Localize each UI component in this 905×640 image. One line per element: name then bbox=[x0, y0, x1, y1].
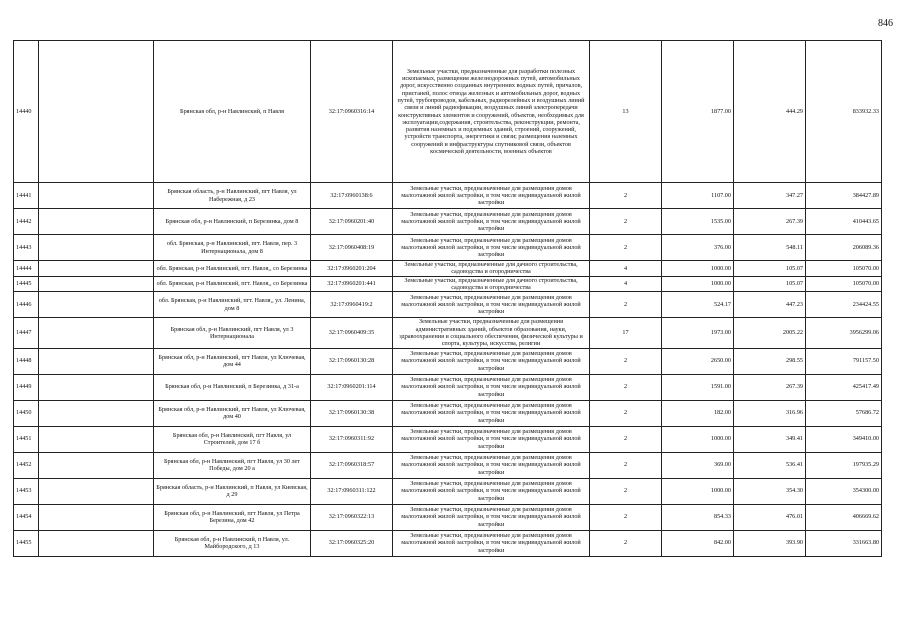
table-row bbox=[14, 276, 882, 292]
area-cell: 376.00 bbox=[662, 235, 734, 261]
address-cell: Брянская обл, р-н Навлинский, п Навля, ул. Майбородского, д 13 bbox=[154, 530, 311, 556]
specific-value-cell: 298.55 bbox=[734, 348, 806, 374]
address-cell: Брянская обл, р-н Навлинский, пгт Навля, ул Строителей, дом 17 б bbox=[154, 426, 311, 452]
address-cell: Брянская обл, р-н Навлинский, п Березинка, д 31-а bbox=[154, 374, 311, 400]
land-use-cell: Земельные участки, предназначенные для размещения административных зданий, объектов образования, науки, здравоохранения и социального обеспечения, физической культуры и спорта, культуры, искусства, религии bbox=[393, 318, 590, 348]
blank-cell bbox=[39, 276, 154, 292]
category-cell: 2 bbox=[590, 504, 662, 530]
blank-cell bbox=[39, 183, 154, 209]
cadastral-number-cell: 32:17:0960201:204 bbox=[311, 261, 393, 277]
category-cell: 2 bbox=[590, 452, 662, 478]
table-row bbox=[14, 318, 882, 348]
row-id: 14446 bbox=[14, 292, 39, 318]
table-row bbox=[14, 235, 882, 261]
table-row bbox=[14, 292, 882, 318]
cadastral-number-cell: 32:17:0960130:28 bbox=[311, 348, 393, 374]
cadastral-number-cell: 32:17:0960138:6 bbox=[311, 183, 393, 209]
row-id: 14443 bbox=[14, 235, 39, 261]
specific-value-cell: 444.29 bbox=[734, 41, 806, 183]
row-id: 14450 bbox=[14, 400, 39, 426]
cadastral-number-cell: 32:17:0960409:35 bbox=[311, 318, 393, 348]
category-cell: 13 bbox=[590, 41, 662, 183]
row-id: 14452 bbox=[14, 452, 39, 478]
cadastral-value-cell: 791157.50 bbox=[806, 348, 882, 374]
land-use-cell: Земельные участки, предназначенные для размещения домов малоэтажной жилой застройки, в том числе индивидуальной жилой застройки bbox=[393, 235, 590, 261]
land-use-cell: Земельные участки, предназначенные для разработки полезных ископаемых, размещения железнодорожных путей, автомобильных дорог, искусственно созданных внутренних водных путей, причалов, пристаней, полос отвода железных и автомобильных дорог, водных путей, трубопроводов, кабельных, радиорелейных и воздушных линий связи и линий радиофикации, воздушных линий электропередачи конструктивных элементов и сооружений, объектов, необходимых для эксплуатации,содержания, строительства, реконструкции, ремонта, развития наземных и подземных зданий, строений, сооружений, устройств транспорта, энергетики и связи; размещения наземных сооружений и инфраструктуры спутниковой связи, объектов космической деятельности, военных объектов bbox=[393, 41, 590, 183]
address-cell: Брянская область, р-н Навлинский, п Навля, ул Киевская, д 29 bbox=[154, 478, 311, 504]
address-cell: Брянская обл, р-н Навлинский, пгт Навля, ул Ключевая, дом 44 bbox=[154, 348, 311, 374]
table-row bbox=[14, 504, 882, 530]
row-id: 14448 bbox=[14, 348, 39, 374]
land-use-cell: Земельные участки, предназначенные для размещения домов малоэтажной жилой застройки, в том числе индивидуальной жилой застройки bbox=[393, 183, 590, 209]
blank-cell bbox=[39, 452, 154, 478]
blank-cell bbox=[39, 261, 154, 277]
land-use-cell: Земельные участки, предназначенные для размещения домов малоэтажной жилой застройки, в том числе индивидуальной жилой застройки bbox=[393, 374, 590, 400]
cadastral-value-cell: 833932.33 bbox=[806, 41, 882, 183]
area-cell: 1000.00 bbox=[662, 261, 734, 277]
cadastral-value-cell: 384427.89 bbox=[806, 183, 882, 209]
specific-value-cell: 267.39 bbox=[734, 374, 806, 400]
category-cell: 4 bbox=[590, 276, 662, 292]
row-id: 14444 bbox=[14, 261, 39, 277]
specific-value-cell: 105.07 bbox=[734, 261, 806, 277]
page-number: 846 bbox=[878, 18, 893, 29]
land-registry-table bbox=[13, 40, 882, 557]
land-use-cell: Земельные участки, предназначенные для размещения домов малоэтажной жилой застройки, в том числе индивидуальной жилой застройки bbox=[393, 426, 590, 452]
cadastral-value-cell: 349410.00 bbox=[806, 426, 882, 452]
category-cell: 2 bbox=[590, 400, 662, 426]
cadastral-number-cell: 32:17:0960325:20 bbox=[311, 530, 393, 556]
area-cell: 1000.00 bbox=[662, 276, 734, 292]
cadastral-value-cell: 331663.80 bbox=[806, 530, 882, 556]
category-cell: 2 bbox=[590, 183, 662, 209]
blank-cell bbox=[39, 209, 154, 235]
cadastral-value-cell: 410443.65 bbox=[806, 209, 882, 235]
land-use-cell: Земельные участки, предназначенные для размещения домов малоэтажной жилой застройки, в том числе индивидуальной жилой застройки bbox=[393, 348, 590, 374]
land-use-cell: Земельные участки, предназначенные для размещения домов малоэтажной жилой застройки, в том числе индивидуальной жилой застройки bbox=[393, 478, 590, 504]
cadastral-number-cell: 32:17:0960316:14 bbox=[311, 41, 393, 183]
cadastral-number-cell: 32:17:0960322:13 bbox=[311, 504, 393, 530]
row-id: 14451 bbox=[14, 426, 39, 452]
address-cell: Брянская обл, р-н Навлинский, п Навля bbox=[154, 41, 311, 183]
category-cell: 4 bbox=[590, 261, 662, 277]
row-id: 14440 bbox=[14, 41, 39, 183]
blank-cell bbox=[39, 348, 154, 374]
area-cell: 842.00 bbox=[662, 530, 734, 556]
table-row bbox=[14, 183, 882, 209]
row-id: 14445 bbox=[14, 276, 39, 292]
specific-value-cell: 347.27 bbox=[734, 183, 806, 209]
category-cell: 2 bbox=[590, 530, 662, 556]
category-cell: 2 bbox=[590, 235, 662, 261]
specific-value-cell: 354.30 bbox=[734, 478, 806, 504]
address-cell: обл. Брянская, р-н Навлинский, пгт. Навля,, со Березинка bbox=[154, 276, 311, 292]
area-cell: 369.00 bbox=[662, 452, 734, 478]
specific-value-cell: 349.41 bbox=[734, 426, 806, 452]
land-use-cell: Земельные участки, предназначенные для размещения домов малоэтажной жилой застройки, в том числе индивидуальной жилой застройки bbox=[393, 400, 590, 426]
category-cell: 2 bbox=[590, 209, 662, 235]
area-cell: 524.17 bbox=[662, 292, 734, 318]
cadastral-value-cell: 105070.00 bbox=[806, 276, 882, 292]
land-use-cell: Земельные участки, предназначенные для размещения домов малоэтажной жилой застройки, в том числе индивидуальной жилой застройки bbox=[393, 209, 590, 235]
category-cell: 2 bbox=[590, 348, 662, 374]
blank-cell bbox=[39, 400, 154, 426]
category-cell: 17 bbox=[590, 318, 662, 348]
area-cell: 1591.00 bbox=[662, 374, 734, 400]
specific-value-cell: 476.01 bbox=[734, 504, 806, 530]
blank-cell bbox=[39, 478, 154, 504]
blank-cell bbox=[39, 318, 154, 348]
table-row bbox=[14, 478, 882, 504]
table-row bbox=[14, 41, 882, 183]
table-row bbox=[14, 426, 882, 452]
row-id: 14442 bbox=[14, 209, 39, 235]
area-cell: 1107.00 bbox=[662, 183, 734, 209]
row-id: 14441 bbox=[14, 183, 39, 209]
row-id: 14453 bbox=[14, 478, 39, 504]
blank-cell bbox=[39, 41, 154, 183]
area-cell: 2650.00 bbox=[662, 348, 734, 374]
area-cell: 1000.00 bbox=[662, 478, 734, 504]
area-cell: 1973.00 bbox=[662, 318, 734, 348]
table-row bbox=[14, 374, 882, 400]
category-cell: 2 bbox=[590, 478, 662, 504]
address-cell: обл. Брянская, р-н Навлинский, пгт. Навля,, ул. Ленина, дом 8 bbox=[154, 292, 311, 318]
cadastral-number-cell: 32:17:0960201:441 bbox=[311, 276, 393, 292]
cadastral-value-cell: 197935.29 bbox=[806, 452, 882, 478]
row-id: 14449 bbox=[14, 374, 39, 400]
cadastral-value-cell: 57686.72 bbox=[806, 400, 882, 426]
address-cell: Брянская обл, р-н Навлинский, пгт Навля, ул Петра Березина, дом 42 bbox=[154, 504, 311, 530]
table-row bbox=[14, 261, 882, 277]
land-use-cell: Земельные участки, предназначенные для размещения домов малоэтажной жилой застройки, в том числе индивидуальной жилой застройки bbox=[393, 452, 590, 478]
table-row bbox=[14, 348, 882, 374]
address-cell: Брянская область, р-н Навлинский, пгт Навля, ул Набережная, д 23 bbox=[154, 183, 311, 209]
address-cell: Брянская обл, р-н Навлинский, пгт Навля, ул 3 Интернационала bbox=[154, 318, 311, 348]
specific-value-cell: 316.96 bbox=[734, 400, 806, 426]
table-row bbox=[14, 400, 882, 426]
cadastral-number-cell: 32:17:0960201:114 bbox=[311, 374, 393, 400]
area-cell: 1877.00 bbox=[662, 41, 734, 183]
blank-cell bbox=[39, 504, 154, 530]
blank-cell bbox=[39, 374, 154, 400]
cadastral-value-cell: 105070.00 bbox=[806, 261, 882, 277]
cadastral-value-cell: 425417.49 bbox=[806, 374, 882, 400]
blank-cell bbox=[39, 292, 154, 318]
specific-value-cell: 447.23 bbox=[734, 292, 806, 318]
land-use-cell: Земельные участки, предназначенные для дачного строительства, садоводства и огородничества bbox=[393, 261, 590, 277]
specific-value-cell: 105.07 bbox=[734, 276, 806, 292]
address-cell: Брянская обл, р-н Навлинский, пгт Навля, ул Ключевая, дом 40 bbox=[154, 400, 311, 426]
registry-body bbox=[14, 41, 882, 557]
table-row bbox=[14, 452, 882, 478]
land-use-cell: Земельные участки, предназначенные для размещения домов малоэтажной жилой застройки, в том числе индивидуальной жилой застройки bbox=[393, 504, 590, 530]
cadastral-number-cell: 32:17:0960419:2 bbox=[311, 292, 393, 318]
land-use-cell: Земельные участки, предназначенные для размещения домов малоэтажной жилой застройки, в том числе индивидуальной жилой застройки bbox=[393, 292, 590, 318]
cadastral-value-cell: 234424.55 bbox=[806, 292, 882, 318]
area-cell: 854.33 bbox=[662, 504, 734, 530]
area-cell: 1000.00 bbox=[662, 426, 734, 452]
area-cell: 182.00 bbox=[662, 400, 734, 426]
cadastral-number-cell: 32:17:0960311:122 bbox=[311, 478, 393, 504]
address-cell: обл. Брянская, р-н Навлинский, пгт. Навля, пер. 3 Интернационала, дом 8 bbox=[154, 235, 311, 261]
specific-value-cell: 2005.22 bbox=[734, 318, 806, 348]
blank-cell bbox=[39, 530, 154, 556]
category-cell: 2 bbox=[590, 426, 662, 452]
area-cell: 1535.00 bbox=[662, 209, 734, 235]
cadastral-number-cell: 32:17:0960201:40 bbox=[311, 209, 393, 235]
specific-value-cell: 548.11 bbox=[734, 235, 806, 261]
table-row bbox=[14, 209, 882, 235]
blank-cell bbox=[39, 426, 154, 452]
category-cell: 2 bbox=[590, 292, 662, 318]
cadastral-value-cell: 406669.62 bbox=[806, 504, 882, 530]
cadastral-number-cell: 32:17:0960318:57 bbox=[311, 452, 393, 478]
blank-cell bbox=[39, 235, 154, 261]
cadastral-value-cell: 206089.36 bbox=[806, 235, 882, 261]
address-cell: обл. Брянская, р-н Навлинский, пгт. Навля,, со Березинка bbox=[154, 261, 311, 277]
specific-value-cell: 536.41 bbox=[734, 452, 806, 478]
land-use-cell: Земельные участки, предназначенные для размещения домов малоэтажной жилой застройки, в том числе индивидуальной жилой застройки bbox=[393, 530, 590, 556]
cadastral-number-cell: 32:17:0960311:92 bbox=[311, 426, 393, 452]
address-cell: Брянская обл, р-н Навлинский, пгт Навля, ул 30 лет Победы, дом 20 а bbox=[154, 452, 311, 478]
cadastral-number-cell: 32:17:0960130:38 bbox=[311, 400, 393, 426]
cadastral-value-cell: 354300.00 bbox=[806, 478, 882, 504]
row-id: 14454 bbox=[14, 504, 39, 530]
address-cell: Брянская обл, р-н Навлинский, п Березинка, дом 8 bbox=[154, 209, 311, 235]
category-cell: 2 bbox=[590, 374, 662, 400]
cadastral-value-cell: 3956299.06 bbox=[806, 318, 882, 348]
specific-value-cell: 267.39 bbox=[734, 209, 806, 235]
specific-value-cell: 393.90 bbox=[734, 530, 806, 556]
land-use-cell: Земельные участки, предназначенные для дачного строительства, садоводства и огородничества bbox=[393, 276, 590, 292]
table-row bbox=[14, 530, 882, 556]
row-id: 14455 bbox=[14, 530, 39, 556]
row-id: 14447 bbox=[14, 318, 39, 348]
cadastral-number-cell: 32:17:0960408:19 bbox=[311, 235, 393, 261]
